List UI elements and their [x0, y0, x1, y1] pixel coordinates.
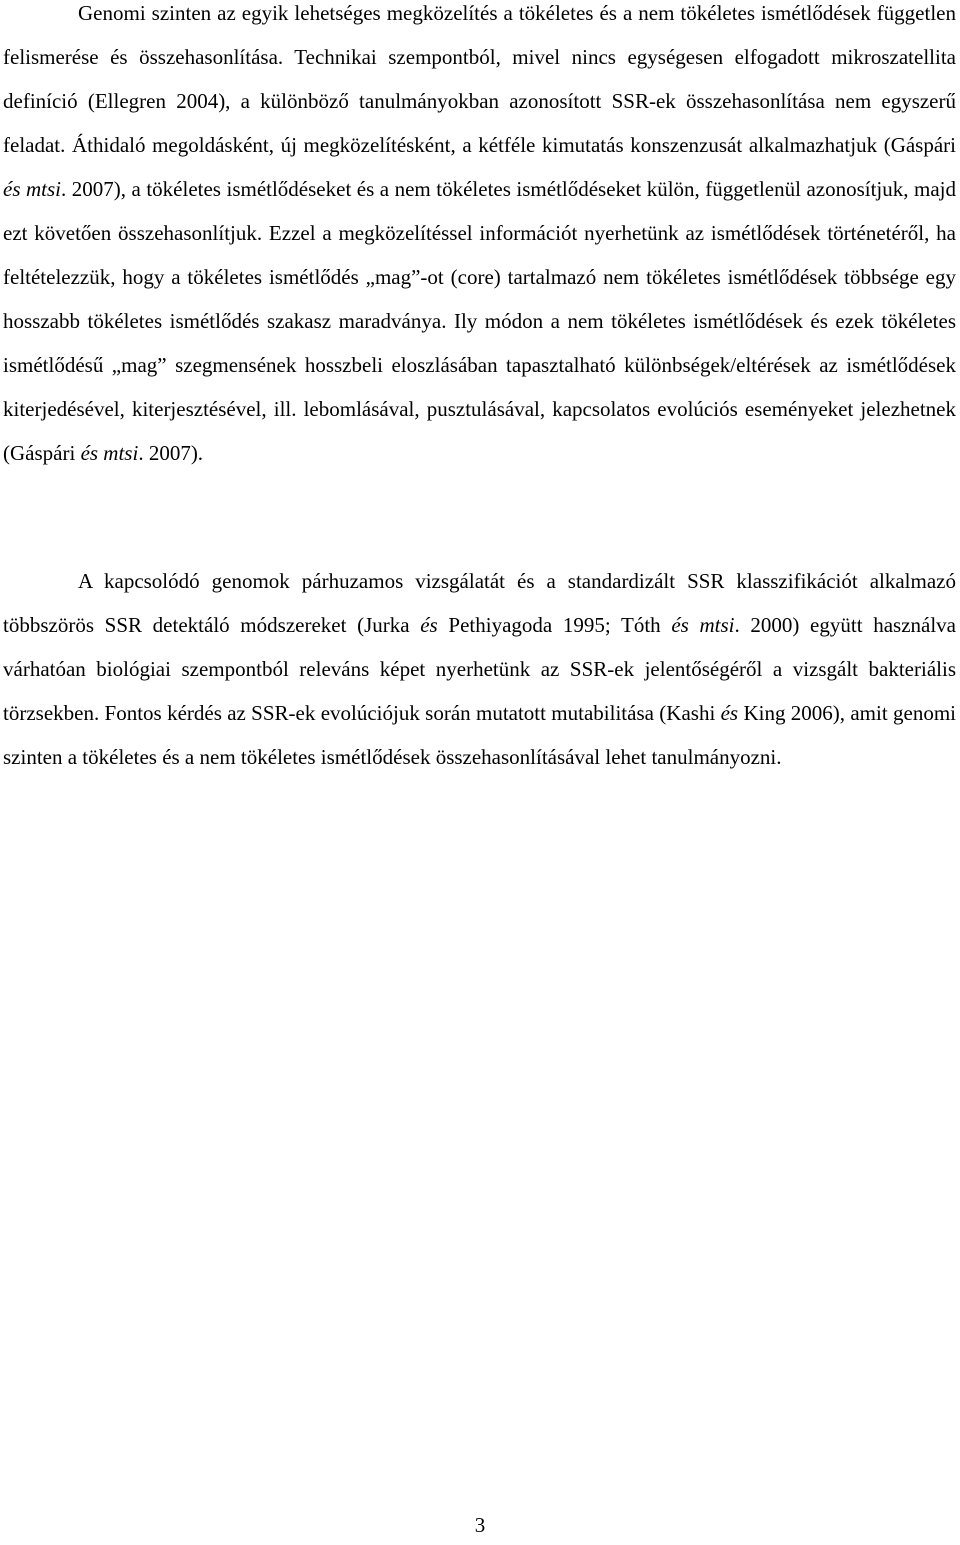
- paragraph-2-text-1: A kapcsolódó genomok párhuzamos vizsgálatát és a standardizált SSR klasszifikációt alkalmazó többszörös SSR detektáló módszereket (Jurka: [3, 569, 956, 637]
- paragraph-1-text-3: . 2007).: [138, 441, 204, 465]
- paragraph-2: [3, 559, 956, 779]
- paragraph-2-text-3: . 2000) együtt használva várhatóan biológiai szempontból releváns képet nyerhetünk az SSR-ek jelentőségéről a vizsgált bakteriális törzsekben. Fontos kérdés az SSR-ek evolúciójuk során mutatott mutabilitása (Kashi: [3, 613, 956, 725]
- paragraph-1-text-2: . 2007), a tökéletes ismétlődéseket és a nem tökéletes ismétlődéseket külön, függetlenül azonosítjuk, majd ezt követően összehasonlítjuk. Ezzel a megközelítéssel információt nyerhetünk az ismétlődések történetéről, ha feltételezzük, hogy a tökéletes ismétlődés „mag”-ot (core) tartalmazó nem tökéletes ismétlődések többsége egy hosszabb tökéletes ismétlődés szakasz maradványa. Ily módon a nem tökéletes ismétlődések és ezek tökéletes ismétlődésű „mag” szegmensének hosszbeli eloszlásában tapasztalható különbségek/eltérések az ismétlődések kiterjedésével, kiterjesztésével, ill. lebomlásával, pusztulásával, kapcsolatos evolúciós eseményeket jelezhetnek (Gáspári: [3, 177, 956, 465]
- paragraph-1: [3, 0, 956, 475]
- paragraph-1-italic-1: és mtsi: [3, 177, 62, 201]
- page-number: 3: [474, 1513, 486, 1537]
- paragraph-1-italic-2: és mtsi: [80, 441, 139, 465]
- paragraph-2-italic-3: és: [720, 701, 739, 725]
- paragraph-2-text-4: King 2006), amit genomi szinten a tökéletes és a nem tökéletes ismétlődések összehasonlításával lehet tanulmányozni.: [3, 701, 956, 769]
- paragraph-2-text-2: Pethiyagoda 1995; Tóth: [437, 613, 672, 637]
- paragraph-2-italic-2: és mtsi: [671, 613, 735, 637]
- paragraph-1-text-1: Genomi szinten az egyik lehetséges megközelítés a tökéletes és a nem tökéletes ismétlődések független felismerése és összehasonlítása. Technikai szempontból, mivel nincs egységesen elfogadott mikroszatellita definíció (Ellegren 2004), a különböző tanulmányokban azonosított SSR-ek összehasonlítása nem egyszerű feladat. Áthidaló megoldásként, új megközelítésként, a kétféle kimutatás konszenzusát alkalmazhatjuk (Gáspári: [3, 1, 956, 157]
- paragraph-2-italic-1: és: [420, 613, 438, 637]
